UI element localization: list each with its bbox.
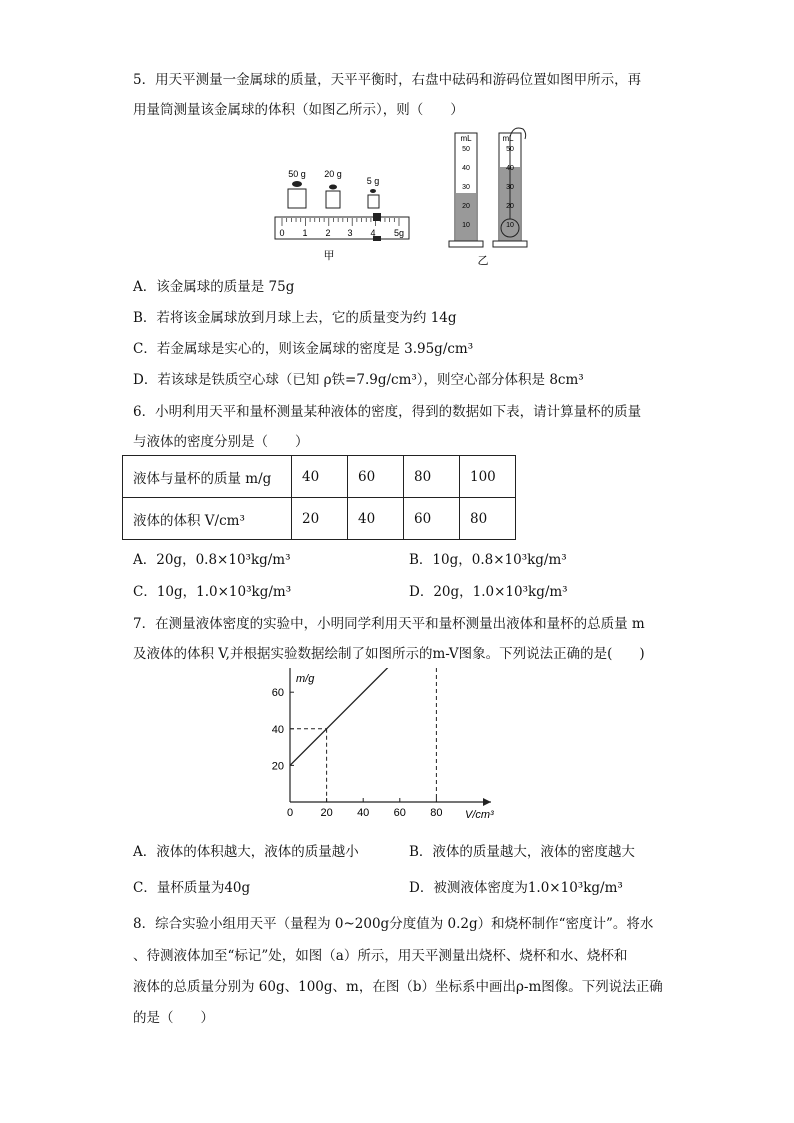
svg-text:30: 30 [462,184,470,191]
cylinder-2 [493,128,527,247]
x-tick-label: 40 [357,807,370,819]
x-axis-label: V/cm³ [465,809,494,821]
svg-text:50 g: 50 g [288,169,306,179]
table-cell: 80 [404,456,460,498]
svg-text:3: 3 [347,228,353,238]
q6-stem-line2: 与液体的密度分别是（ ） [133,434,309,450]
svg-text:50: 50 [506,146,514,153]
q8-stem-line3: 液体的总质量分别为 60g、100g、m，在图（b）坐标系中画出ρ-m图像。下列说法正确 [133,979,663,995]
balance-figure [272,165,420,265]
svg-text:50: 50 [462,146,470,153]
q7-option-b[interactable]: B．液体的质量越大，液体的密度越大 [409,844,635,860]
caption-jia: 甲 [323,250,335,262]
q6-option-b[interactable]: B．10g，0.8×10³kg/m³ [409,552,567,568]
svg-text:mL: mL [502,134,514,143]
svg-text:40: 40 [506,165,514,172]
x-tick-label: 20 [320,807,333,819]
table-cell: 40 [292,456,348,498]
svg-text:40: 40 [462,165,470,172]
y-tick-label: 60 [271,687,284,700]
cylinder-1 [449,133,483,247]
q5-option-d[interactable]: D．若该球是铁质空心球（已知 ρ铁=7.9g/cm³），则空心部分体积是 8cm³ [133,372,584,388]
q6-option-a[interactable]: A．20g，0.8×10³kg/m³ [133,552,291,568]
q5-option-b[interactable]: B．若将该金属球放到月球上去，它的质量变为约 14g [133,310,457,326]
svg-text:10: 10 [462,222,470,229]
q5-option-c[interactable]: C．若金属球是实心的，则该金属球的密度是 3.95g/cm³ [133,341,474,357]
q8-stem-line4: 的是（ ） [133,1010,214,1026]
q6-option-d[interactable]: D．20g，1.0×10³kg/m³ [409,584,568,600]
svg-text:5 g: 5 g [366,176,380,186]
q6-stem-line1: 6．小明利用天平和量杯测量某种液体的密度，得到的数据如下表，请计算量杯的质量 [133,404,642,420]
weight-50g [288,169,306,208]
q5-option-a[interactable]: A．该金属球的质量是 75g [133,279,295,295]
svg-text:mL: mL [460,134,472,143]
table-cell: 20 [292,498,348,540]
y-tick-label: 20 [271,760,284,773]
weight-20g [324,169,342,208]
q5-stem-line2: 用量筒测量该金属球的体积（如图乙所示），则（ ） [133,102,464,118]
svg-text:5g: 5g [393,228,405,238]
svg-text:4: 4 [370,228,376,238]
svg-text:20: 20 [462,203,470,210]
svg-text:0: 0 [279,228,285,238]
weight-5g [367,176,380,208]
svg-text:1: 1 [302,228,308,238]
caption-yi: 乙 [477,255,489,267]
x-tick-label: 80 [430,807,443,819]
q8-stem-line1: 8．综合实验小组用天平（量程为 0~200g分度值为 0.2g）和烧杯制作“密度计”。将水 [133,916,654,932]
svg-text:20 g: 20 g [324,169,342,179]
q7-stem-line1: 7．在测量液体密度的实验中，小明同学利用天平和量杯测量出液体和量杯的总质量 m [133,616,645,632]
cylinder-figure [445,123,535,268]
q7-option-c[interactable]: C．量杯质量为40g [133,880,251,896]
q6-option-c[interactable]: C．10g，1.0×10³kg/m³ [133,584,292,600]
svg-text:2: 2 [325,228,331,238]
x-tick-label: 60 [393,807,406,819]
table-row [123,456,516,498]
x-tick-label: 0 [286,807,294,819]
data-table [122,455,516,540]
rider [373,213,381,221]
table-cell: 液体与量杯的质量 m/g [123,456,292,498]
table-row [123,498,516,540]
q8-stem-line2: 、待测液体加至“标记”处，如图（a）所示，用天平测量出烧杯、烧杯和水、烧杯和 [133,948,628,964]
table-cell: 60 [348,456,404,498]
table-cell: 100 [460,456,516,498]
q7-option-d[interactable]: D．被测液体密度为1.0×10³kg/m³ [409,880,623,896]
mv-chart [262,668,532,826]
table-cell: 液体的体积 V/cm³ [123,498,292,540]
table-cell: 40 [348,498,404,540]
q7-option-a[interactable]: A．液体的体积越大，液体的质量越小 [133,844,359,860]
x-axis-arrow [483,798,491,806]
svg-text:10: 10 [506,222,514,229]
table-cell: 80 [460,498,516,540]
beam-scale [275,213,409,241]
svg-text:20: 20 [506,203,514,210]
table-cell: 60 [404,498,460,540]
y-axis-label: m/g [296,673,315,685]
y-tick-label: 40 [271,723,284,736]
q7-stem-line2: 及液体的体积 V,并根据实验数据绘制了如图所示的m-V图象。下列说法正确的是( ) [133,646,645,662]
q5-stem-line1: 5．用天平测量一金属球的质量，天平平衡时，右盘中砝码和游码位置如图甲所示，再 [133,72,642,88]
svg-text:30: 30 [506,184,514,191]
